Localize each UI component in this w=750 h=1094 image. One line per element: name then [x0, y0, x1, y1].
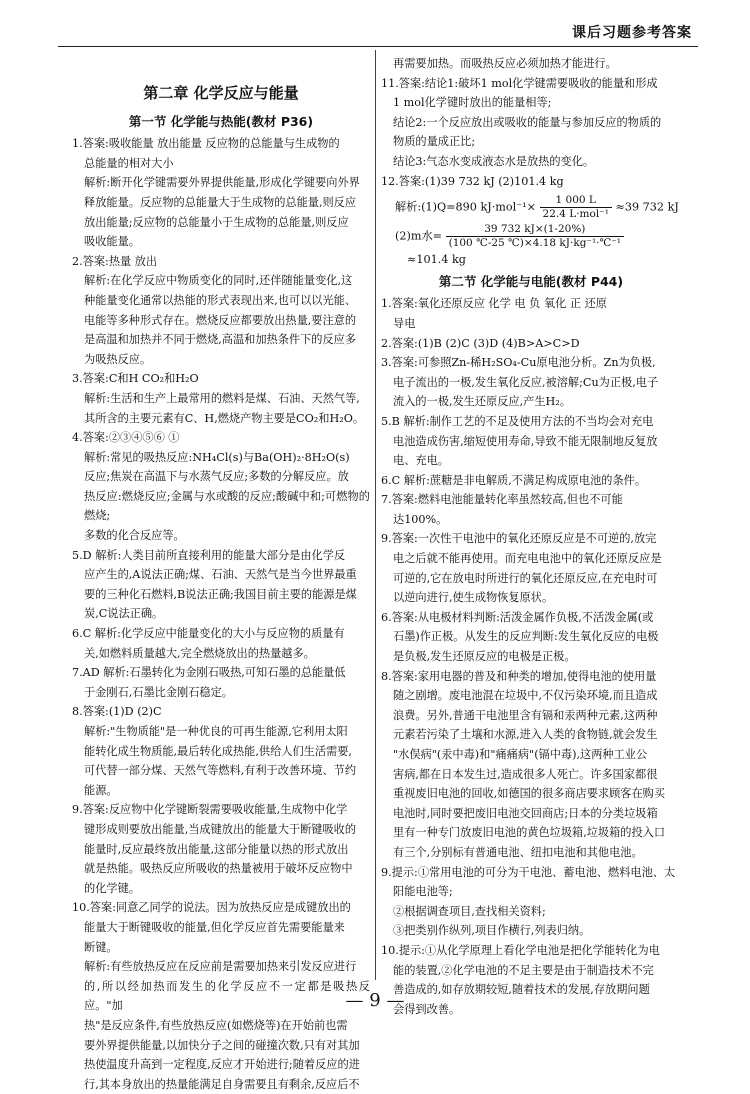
- text-line: 10.提示:①从化学原理上看化学电池是把化学能转化为电: [381, 943, 660, 957]
- formula-m-result: ≈101.4 kg: [407, 253, 466, 267]
- text-line: ③把类别作纵列,项目作横行,列表归纳。: [393, 924, 591, 938]
- text-line: 能源。: [84, 783, 118, 797]
- text-line: 石墨)作正极。从发生的反应判断:发生氧化反应的电极: [393, 630, 659, 644]
- text-line: 2.答案:(1)B (2)C (3)D (4)B>A>C>D: [381, 336, 580, 350]
- text-line: 吸收能量。: [84, 235, 140, 249]
- text-line: 种能量变化通常以热能的形式表现出来,也可以以光能、: [84, 293, 357, 307]
- formula-m-numerator: 39 732 kJ×(1-20%): [446, 223, 624, 237]
- text-line: 5.B 解析:制作工艺的不足及使用方法的不当均会对充电: [381, 414, 654, 428]
- text-line: 流入的一极,发生还原反应,产生H₂。: [393, 395, 571, 409]
- text-line: 可代替一部分煤、天然气等燃料,有利于改善环境、节约: [84, 764, 357, 778]
- formula-m-denominator: (100 ℃-25 ℃)×4.18 kJ·kg⁻¹·℃⁻¹: [448, 237, 621, 250]
- text-line: 1 mol化学键时放出的能量相等;: [393, 96, 552, 110]
- text-line: 断键。: [84, 940, 118, 954]
- text-line: 能量大于断键吸收的能量,但化学反应首先需要能量来: [84, 920, 345, 934]
- text-line: 多数的化合反应等。: [84, 529, 185, 543]
- text-line: 重视废旧电池的回收,如德国的很多商店要求顾客在购买: [393, 787, 666, 801]
- text-line: 物质的量成正比;: [393, 135, 476, 149]
- text-line: 4.答案:②③④⑤⑥ ①: [72, 431, 180, 445]
- text-line: 10.答案:同意乙同学的说法。因为放热反应是成键放出的: [72, 901, 351, 915]
- formula-m-fraction: [446, 223, 624, 250]
- text-line: 随之剧增。废电池混在垃圾中,不仅污染环境,而且造成: [393, 689, 658, 703]
- text-line: 电池时,同时要把废旧电池交回商店;日本的分类垃圾箱: [393, 806, 658, 820]
- text-line: 6.答案:从电极材料判断:活泼金属作负极,不活泼金属(或: [381, 610, 654, 624]
- text-line: 导电: [393, 316, 416, 330]
- text-line: 7.答案:燃料电池能量转化率虽然较高,但也不可能: [381, 493, 623, 507]
- text-line: 1.答案:氧化还原反应 化学 电 负 氧化 正 还原: [381, 297, 607, 311]
- column-divider: [375, 50, 376, 980]
- text-line: 害病,都在日本发生过,造成很多人死亡。许多国家都很: [393, 767, 658, 781]
- text-line: 里有一种专门放废旧电池的黄色垃圾箱,垃圾箱的投入口: [393, 826, 666, 840]
- text-line: 解析:常见的吸热反应:NH₄Cl(s)与Ba(OH)₂·8H₂O(s): [84, 450, 350, 464]
- section-title-1: 第一节 化学能与热能(教材 P36): [128, 113, 314, 129]
- text-line: 浪费。另外,普通干电池里含有镉和汞两种元素,这两种: [393, 708, 658, 722]
- text-line: 其所含的主要元素有C、H,燃烧产物主要是CO₂和H₂O。: [84, 411, 365, 425]
- text-line: 电之后就不能再使用。而充电电池中的氧化还原反应是: [393, 552, 662, 566]
- left-column: [72, 54, 370, 1094]
- text-line: 善造成的,如存放期较短,随着技术的发展,存放期问题: [393, 983, 650, 997]
- left-text: [72, 134, 370, 1094]
- formula-q-left: 解析:(1)Q=890 kJ·mol⁻¹×: [395, 200, 536, 214]
- text-line: 放出能量;反应物的总能量小于生成物的总能量,则反应: [84, 215, 349, 229]
- text-line: 9.提示:①常用电池的可分为干电池、蓄电池、燃料电池、太: [381, 865, 676, 879]
- chapter-title: 第二章 化学反应与能量: [143, 84, 299, 102]
- text-line: 8.答案:(1)D (2)C: [72, 705, 162, 719]
- text-line: 再需要加热。而吸热反应必须加热才能进行。: [393, 57, 617, 70]
- text-line: 电子流出的一极,发生氧化反应,被溶解;Cu为正极,电子: [393, 375, 659, 389]
- text-line: 行,其本身放出的热量能满足自身需要且有剩余,反应后不: [84, 1077, 360, 1091]
- text-line: 6.C 解析:化学反应中能量变化的大小与反应物的质量有: [72, 627, 345, 641]
- text-line: 关,如燃料质量越大,完全燃烧放出的热量越多。: [84, 646, 315, 660]
- text-line: 是高温和加热并不同于燃烧,高温和加热条件下的反应多: [84, 333, 357, 347]
- text-line: 可逆的,它在放电时所进行的氧化还原反应,在充电时可: [393, 571, 658, 585]
- text-line: 于金刚石,石墨比金刚石稳定。: [84, 685, 233, 699]
- section-title-2: 第二节 化学能与电能(教材 P44): [438, 273, 624, 289]
- text-line: 是负极,发生还原反应的电极是正极。: [393, 650, 576, 664]
- text-line: 3.答案:C和H CO₂和H₂O: [72, 372, 199, 386]
- text-line: 9.答案:反应物中化学键断裂需要吸收能量,生成物中化学: [72, 803, 348, 817]
- text-line: 元素若污染了土壤和水源,进入人类的食物链,就会发生: [393, 728, 658, 742]
- text-line: 解析:生活和生产上最常用的燃料是煤、石油、天然气等,: [84, 391, 360, 405]
- text-line: 电、充电。: [393, 454, 449, 468]
- formula-q-fraction: [540, 194, 612, 221]
- text-line: 热反应:燃烧反应;金属与水或酸的反应;酸碱中和;可燃物的燃烧;: [84, 489, 370, 523]
- right-text-bottom: [381, 294, 681, 1019]
- text-line: 要外界提供能量,以加快分子之间的碰撞次数,只有对其加: [84, 1038, 360, 1052]
- formula-q: [381, 194, 681, 221]
- text-line: 热使温度升高到一定程度,反应才开始进行;随着反应的进: [84, 1058, 360, 1072]
- text-line: 6.C 解析:蔗糖是非电解质,不满足构成原电池的条件。: [381, 473, 647, 487]
- text-line: 电池造成伤害,缩短使用寿命,导致不能无限制地反复放: [393, 434, 658, 448]
- formula-q-right: ≈39 732 kJ: [615, 200, 679, 214]
- header-title: 课后习题参考答案: [572, 25, 692, 41]
- text-line: 反应;焦炭在高温下与水蒸气反应;多数的分解反应。放: [84, 470, 349, 484]
- formula-m: [381, 223, 681, 250]
- text-line: 电能等多种形式存在。燃烧反应都要放出热量,要注意的: [84, 313, 357, 327]
- text-line: 达100%。: [393, 512, 448, 526]
- text-line: 解析:有些放热反应在反应前是需要加热来引发反应进行: [84, 960, 357, 974]
- header-rule: [58, 46, 698, 47]
- text-line: 结论2:一个反应放出或吸收的能量与参加反应的物质的: [393, 115, 662, 129]
- right-column: [381, 54, 681, 1019]
- text-line: 阳能电池等;: [393, 885, 453, 899]
- text-line: 会得到改善。: [393, 1002, 461, 1016]
- formula-m-left: (2)m水=: [395, 229, 443, 243]
- text-line: 8.答案:家用电器的普及和种类的增加,使得电池的使用量: [381, 669, 657, 683]
- formula-q-numerator: 1 000 L: [540, 194, 612, 208]
- text-line: 能的装置,②化学电池的不足主要是由于制造技术不完: [393, 963, 654, 977]
- text-line: 释放能量。反应物的总能量大于生成物的总能量,则反应: [84, 195, 357, 209]
- text-line: 12.答案:(1)39 732 kJ (2)101.4 kg: [381, 174, 564, 188]
- text-line: 1.答案:吸收能量 放出能量 反应物的总能量与生成物的: [72, 137, 340, 151]
- text-line: 应产生的,A说法正确;煤、石油、天然气是当今世界最重: [84, 568, 357, 582]
- text-line: 结论3:气态水变成液态水是放热的变化。: [393, 154, 595, 168]
- text-line: 7.AD 解析:石墨转化为金刚石吸热,可知石墨的总能量低: [72, 666, 346, 680]
- text-line: 的化学键。: [84, 881, 140, 895]
- text-line: 9.答案:一次性干电池中的氧化还原反应是不可逆的,放完: [381, 532, 657, 546]
- page-number: — 9 —: [345, 990, 405, 1011]
- text-line: 为吸热反应。: [84, 352, 152, 366]
- text-line: 解析:断开化学键需要外界提供能量,形成化学键要向外界: [84, 176, 360, 190]
- text-line: ②根据调查项目,查找相关资料;: [393, 904, 546, 918]
- text-line: 有三个,分别标有普通电池、纽扣电池和其他电池。: [393, 845, 643, 859]
- text-line: 就是热能。吸热反应所吸收的热量被用于破坏反应物中: [84, 862, 353, 876]
- text-line: 热"是反应条件,有些放热反应(如燃烧等)在开始前也需: [84, 1018, 348, 1032]
- text-line: 炭,C说法正确。: [84, 607, 164, 621]
- text-line: 解析:"生物质能"是一种优良的可再生能源,它利用太阳: [84, 725, 348, 738]
- formula-q-denominator: 22.4 L·mol⁻¹: [542, 208, 609, 221]
- text-line: 总能量的相对大小: [84, 156, 174, 170]
- text-line: 11.答案:结论1:破坏1 mol化学键需要吸收的能量和形成: [381, 76, 658, 90]
- text-line: 2.答案:热量 放出: [72, 254, 158, 268]
- text-line: 能量时,反应最终放出能量,这部分能量以热的形式放出: [84, 842, 349, 856]
- text-line: 键形成则要放出能量,当成键放出的能量大于断键吸收的: [84, 822, 357, 836]
- text-line: 以逆向进行,使生成物恢复原状。: [393, 591, 554, 605]
- text-line: 3.答案:可参照Zn-稀H₂SO₄-Cu原电池分析。Zn为负极,: [381, 356, 656, 370]
- text-line: 5.D 解析:人类目前所直接利用的能量大部分是由化学反: [72, 548, 346, 562]
- right-text-top: [381, 54, 681, 191]
- text-line: 要的三种化石燃料,B说法正确;我国目前主要的能源是煤: [84, 587, 357, 601]
- text-line: 能转化成生物质能,最后转化成热能,供给人们生活需要,: [84, 744, 352, 758]
- text-line: 的,所以经加热而发生的化学反应不一定都是吸热反应。"加: [84, 979, 370, 1013]
- text-line: "水俣病"(汞中毒)和"痛痛病"(镉中毒),这两种工业公: [393, 748, 648, 761]
- text-line: 解析:在化学反应中物质变化的同时,还伴随能量变化,这: [84, 274, 353, 288]
